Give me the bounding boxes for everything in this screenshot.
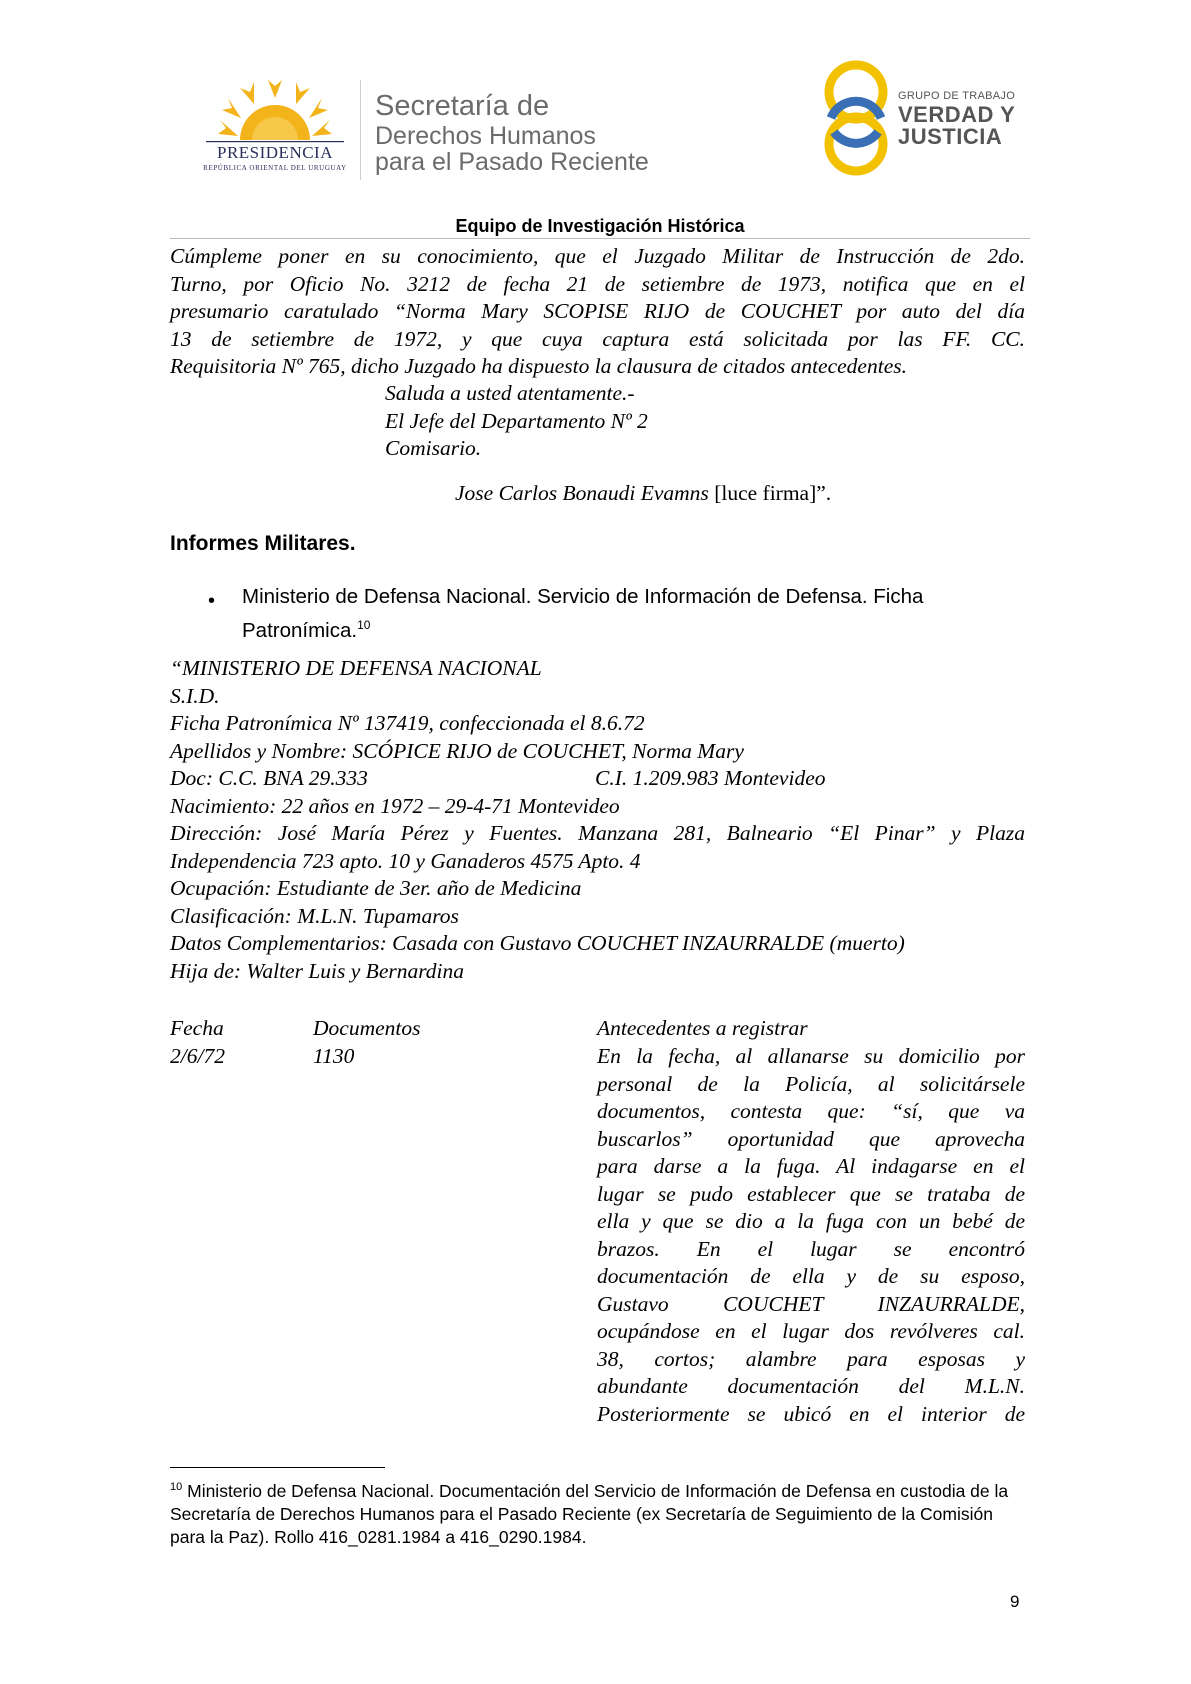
letter-line: presumario caratulado “Norma Mary SCOPISE RIJO de COUCHET por auto del día [170, 299, 1025, 323]
republica-subtitle: REPÚBLICA ORIENTAL DEL URUGUAY [203, 164, 347, 172]
antecedentes-line: para darse a la fuga. Al indagarse en el [597, 1154, 1025, 1178]
record-hija: Hija de: Walter Luis y Bernardina [170, 958, 465, 983]
verdad-label: VERDAD Y [898, 102, 1016, 127]
antecedentes-line: brazos. En el lugar se encontró [597, 1236, 1025, 1261]
footnote-rule [170, 1467, 385, 1468]
presidencia-wordmark: PRESIDENCIA [216, 143, 333, 162]
record-direccion-1: Dirección: José María Pérez y Fuentes. Manzana 281, Balneario “El Pinar” y Plaza [170, 821, 1025, 845]
antecedentes-line: En la fecha, al allanarse su domicilio por [597, 1044, 1025, 1068]
letter-line: Cúmpleme poner en su conocimiento, que el Juzgado Militar de Instrucción de 2do. [170, 244, 1025, 268]
table-cell-documento: 1130 [313, 1044, 355, 1068]
secretaria-line-1: Secretaría de [375, 90, 550, 122]
bullet-item [242, 583, 1025, 645]
ficha-record [170, 655, 1025, 985]
antecedentes-line: ella y que se dio a la fuga con un bebé de [597, 1209, 1025, 1233]
footnote-number: 10 [170, 1481, 183, 1493]
record-clasificacion: Clasificación: M.L.N. Tupamaros [170, 903, 459, 928]
letter-line: Turno, por Oficio No. 3212 de fecha 21 de setiembre de 1973, notifica que en el [170, 271, 1025, 296]
bullet-text: Ministerio de Defensa Nacional. Servicio de Información de Defensa. Ficha Patronímica. [242, 585, 924, 642]
page-number: 9 [1010, 1592, 1020, 1611]
letter-line: Requisitoria Nº 765, dicho Juzgado ha dispuesto la clausura de citados antecedentes. [170, 354, 907, 378]
record-ci: C.I. 1.209.983 Montevideo [595, 766, 826, 790]
letter-closing [385, 380, 648, 463]
antecedentes-line: personal de la Policía, al solicitársele [597, 1071, 1025, 1096]
header-rule [170, 238, 1030, 239]
record-ocupacion: Ocupación: Estudiante de 3er. año de Medicina [170, 876, 582, 900]
table-header-fecha: Fecha [170, 1016, 224, 1040]
signature-note: [luce firma]”. [708, 481, 832, 505]
signature-line [455, 480, 831, 508]
section-heading: Informes Militares. [170, 532, 356, 555]
secretaria-line-2: Derechos Humanos [375, 122, 596, 150]
table-header-documentos: Documentos [313, 1016, 421, 1040]
antecedentes-line: Gustavo COUCHET INZAURRALDE, [597, 1291, 1025, 1316]
antecedentes-line: ocupándose en el lugar dos revólveres cal. [597, 1319, 1025, 1343]
verdad-justicia-rings-logo [820, 56, 892, 180]
record-line: Ficha Patronímica Nº 137419, confeccionada el 8.6.72 [170, 711, 645, 735]
record-doc-row [170, 765, 1025, 793]
footnote-text: Ministerio de Defensa Nacional. Documentación del Servicio de Información de Defensa en custodia de la Secretaría de Derechos Humanos para el Pasado Reciente (ex Secretaría de Seguimiento de la Comisión para la Paz). Rollo 416_0281.1984 a 416_0290.1984. [170, 1480, 1009, 1547]
grupo-trabajo-label: GRUPO DE TRABAJO [898, 90, 1016, 102]
letter-paragraph [170, 243, 1025, 381]
table-header-antecedentes: Antecedentes a registrar [597, 1016, 808, 1040]
secretaria-line-3: para el Pasado Reciente [375, 148, 649, 176]
closing-line: Saluda a usted atentamente.- [385, 381, 635, 405]
closing-line: El Jefe del Departamento Nº 2 [385, 408, 648, 433]
antecedentes-line: buscarlos” oportunidad que aprovecha [597, 1126, 1025, 1151]
antecedentes-line: abundante documentación del M.L.N. [597, 1374, 1025, 1398]
bullet-icon: • [208, 590, 216, 612]
antecedentes-line: documentación de ella y de su esposo, [597, 1264, 1025, 1288]
signature-name: Jose Carlos Bonaudi Evamns [455, 481, 709, 505]
justicia-label: JUSTICIA [898, 124, 1003, 149]
footnote [170, 1476, 1025, 1549]
record-line: Apellidos y Nombre: SCÓPICE RIJO de COUCHET, Norma Mary [170, 738, 744, 763]
letter-line: 13 de setiembre de 1972, y que cuya captura está solicitada por las FF. CC. [170, 326, 1025, 351]
record-direccion-2: Independencia 723 apto. 10 y Ganaderos 4575 Apto. 4 [170, 848, 641, 873]
table-cell-fecha: 2/6/72 [170, 1044, 225, 1068]
team-title: Equipo de Investigación Histórica [455, 216, 745, 236]
antecedentes-line: lugar se pudo establecer que se trataba de [597, 1181, 1025, 1206]
antecedentes-line: 38, cortos; alambre para esposas y [597, 1346, 1025, 1371]
closing-line: Comisario. [385, 436, 482, 460]
record-line: Nacimiento: 22 años en 1972 – 29-4-71 Montevideo [170, 793, 620, 818]
logo-divider [360, 80, 361, 180]
record-line: “MINISTERIO DE DEFENSA NACIONAL [170, 656, 542, 680]
record-datos: Datos Complementarios: Casada con Gustavo COUCHET INZAURRALDE (muerto) [170, 931, 905, 955]
record-doc: Doc: C.C. BNA 29.333 [170, 766, 368, 790]
antecedentes-line: Posteriormente se ubicó en el interior de [597, 1401, 1025, 1426]
antecedentes-line: documentos, contesta que: “sí, que va [597, 1099, 1025, 1123]
record-line: S.I.D. [170, 683, 220, 708]
table-cell-antecedentes [597, 1043, 1025, 1428]
presidencia-sun-logo [196, 78, 354, 178]
footnote-reference[interactable]: 10 [357, 618, 371, 632]
